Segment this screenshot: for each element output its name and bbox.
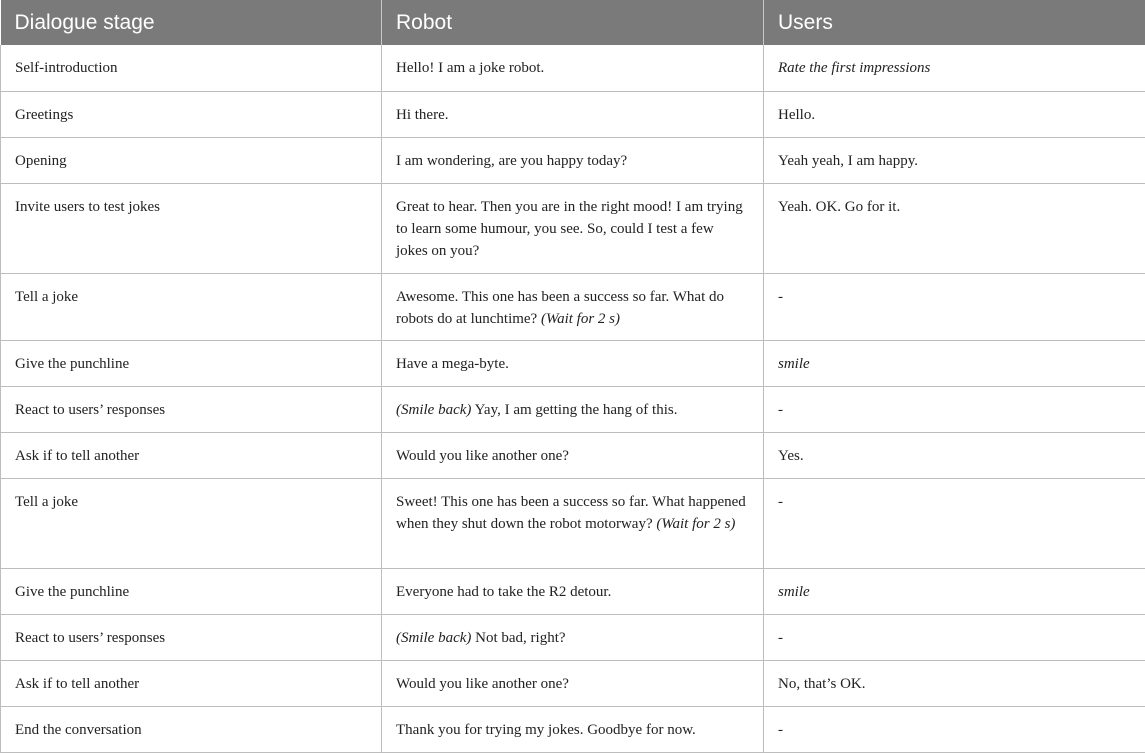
- robot-utterance: Hello! I am a joke robot.: [396, 60, 544, 76]
- stage-cell: Tell a joke: [1, 478, 382, 568]
- table-row: [1, 660, 1145, 706]
- robot-cell: [382, 568, 764, 614]
- table-row: [1, 273, 1145, 340]
- stage-cell: Give the punchline: [1, 568, 382, 614]
- table-row: [1, 614, 1145, 660]
- robot-cell: [382, 183, 764, 273]
- stage-cell: React to users’ responses: [1, 614, 382, 660]
- robot-utterance: Hi there.: [396, 107, 448, 123]
- robot-cell: [382, 45, 764, 91]
- user-cell: -: [764, 273, 1145, 340]
- user-cell: No, that’s OK.: [764, 660, 1145, 706]
- stage-cell: React to users’ responses: [1, 386, 382, 432]
- robot-cell: [382, 91, 764, 137]
- table-row: [1, 706, 1145, 752]
- stage-cell: Ask if to tell another: [1, 432, 382, 478]
- robot-action-note: (Smile back): [396, 402, 471, 418]
- robot-utterance: Everyone had to take the R2 detour.: [396, 584, 611, 600]
- robot-wait-note: (Wait for 2 s): [656, 516, 735, 532]
- robot-utterance: Would you like another one?: [396, 448, 569, 464]
- robot-cell: [382, 478, 764, 568]
- stage-cell: End the conversation: [1, 706, 382, 752]
- robot-utterance: Sweet! This one has been a success so far. What happened when they shut down the robot motorway?: [396, 494, 746, 532]
- stage-cell: Self-introduction: [1, 45, 382, 91]
- robot-cell: [382, 273, 764, 340]
- robot-wait-note: (Wait for 2 s): [541, 311, 620, 327]
- robot-utterance: Would you like another one?: [396, 676, 569, 692]
- column-header-robot: Robot: [382, 0, 764, 45]
- user-cell: -: [764, 478, 1145, 568]
- table-row: [1, 568, 1145, 614]
- user-cell: -: [764, 614, 1145, 660]
- user-cell: -: [764, 706, 1145, 752]
- stage-cell: Ask if to tell another: [1, 660, 382, 706]
- user-cell: Yeah. OK. Go for it.: [764, 183, 1145, 273]
- user-cell: Hello.: [764, 91, 1145, 137]
- robot-cell: [382, 386, 764, 432]
- robot-utterance: Awesome. This one has been a success so far. What do robots do at lunchtime?: [396, 289, 724, 327]
- user-cell: smile: [764, 568, 1145, 614]
- column-header-dialogue-stage: Dialogue stage: [1, 0, 382, 45]
- robot-cell: [382, 706, 764, 752]
- stage-cell: Greetings: [1, 91, 382, 137]
- robot-utterance: Great to hear. Then you are in the right mood! I am trying to learn some humour, you see. So, could I test a few jokes on you?: [396, 199, 743, 259]
- robot-utterance: Not bad, right?: [471, 630, 565, 646]
- table-row: [1, 137, 1145, 183]
- robot-action-note: (Smile back): [396, 630, 471, 646]
- user-cell: Yeah yeah, I am happy.: [764, 137, 1145, 183]
- stage-cell: Give the punchline: [1, 340, 382, 386]
- robot-cell: [382, 660, 764, 706]
- robot-cell: [382, 432, 764, 478]
- column-header-users: Users: [764, 0, 1145, 45]
- header-row: [1, 0, 1145, 45]
- robot-utterance: Have a mega-byte.: [396, 356, 509, 372]
- robot-cell: [382, 137, 764, 183]
- stage-cell: Invite users to test jokes: [1, 183, 382, 273]
- robot-cell: [382, 340, 764, 386]
- table-row: [1, 386, 1145, 432]
- robot-utterance: Yay, I am getting the hang of this.: [471, 402, 677, 418]
- user-cell: -: [764, 386, 1145, 432]
- user-cell: Rate the first impressions: [764, 45, 1145, 91]
- user-cell: smile: [764, 340, 1145, 386]
- user-cell: Yes.: [764, 432, 1145, 478]
- table-row: [1, 478, 1145, 568]
- robot-utterance: Thank you for trying my jokes. Goodbye for now.: [396, 722, 696, 738]
- table-row: [1, 183, 1145, 273]
- stage-cell: Tell a joke: [1, 273, 382, 340]
- robot-utterance: I am wondering, are you happy today?: [396, 153, 627, 169]
- robot-cell: [382, 614, 764, 660]
- stage-cell: Opening: [1, 137, 382, 183]
- table-row: [1, 432, 1145, 478]
- table-row: [1, 91, 1145, 137]
- table-row: [1, 45, 1145, 91]
- table-row: [1, 340, 1145, 386]
